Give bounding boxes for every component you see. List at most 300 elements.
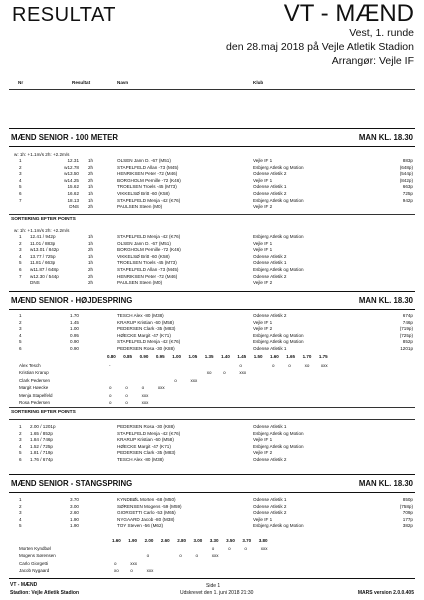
attempt-row [0,553,424,560]
athlete-name-cell: PEDERSEN Rosa -30 (K88) [117,346,175,351]
wind-info-100m: w: 1h: +1.1m/s 2h: +2.2m/s [14,152,70,157]
bar-height-label: 1.90 [128,538,138,543]
club-cell: Vejle IF 2 [253,450,273,456]
attempt-athlete-name: Kristian Krarup [19,370,49,376]
table-row [0,178,424,185]
points-cell: 709p [402,510,413,516]
document-right-title: VT - MÆND [283,0,414,27]
result-cell: 2.60 [70,510,79,516]
result-cell: 12.31 [67,158,79,163]
bar-height-label: 3.50 [226,538,235,543]
attempt-mark: xxx [157,385,165,391]
attempt-mark: o [109,392,112,398]
table-row [0,204,424,211]
table-row [0,346,424,353]
divider-100m-sort [9,214,415,215]
club-cell: Esbjerg Atletik og Motion [253,197,304,203]
rank-cell: 5 [19,260,22,266]
result-cell: 15.62 [67,184,79,190]
club-cell: Vejle IF 2 [253,280,273,286]
bar-height-label: 3.00 [193,538,203,543]
section-divider-hs-top [9,291,415,292]
rank-cell: 2 [19,240,22,246]
athlete-name-cell: PEDERSEN Rosa -30 (K88) [117,424,175,429]
result-cell: w12.78 [64,164,79,170]
athlete-name-cell: VIKKELSØ Britt -60 (K58) [117,191,170,196]
club-cell: Odense Atletik 2 [253,313,287,318]
rank-cell: 6 [19,191,22,196]
result-points-cell: DNS [30,280,40,286]
bar-height-label: 1.70 [302,354,312,359]
attempt-mark: o [146,553,150,559]
attempt-row [0,568,424,575]
athlete-name-cell: STAPELFELD Allan -73 (M45) [117,267,179,272]
bar-height-label: 2.00 [144,538,154,543]
club-cell: Odense Atletik 2 [253,510,287,516]
club-cell: Vejle IF 1 [253,240,273,246]
club-cell: Odense Atletik 1 [253,184,287,190]
rank-cell: 6 [19,267,22,272]
bar-height-label: 0.90 [139,354,149,359]
rank-cell: 2 [19,503,22,509]
attempt-mark: o [130,568,133,574]
bar-height-label: 1.00 [172,354,181,359]
table-row [0,165,424,172]
club-cell: Odense Atletik 2 [253,273,287,279]
rank-cell: 1 [19,424,22,429]
table-row [0,504,424,511]
points-cell: (842p) [399,177,413,183]
result-points-cell: 1.76 / 674p [30,457,53,462]
club-cell: Esbjerg Atletik og Motion [253,234,304,239]
club-cell: Vejle IF 2 [253,204,273,210]
document-left-title: RESULTAT [12,4,117,26]
points-cell: 663p [402,184,413,190]
result-points-cell: 1.52 / 725p [30,443,53,449]
bar-height-label: 1.45 [237,354,247,359]
points-cell: 1201p [400,346,413,351]
points-cell: 725p [402,191,413,196]
attempt-mark: o [174,377,177,383]
club-cell: Odense Atletik 1 [253,497,287,502]
athlete-name-cell: STAPELFELD Menja -42 (K76) [117,430,181,436]
rank-cell: 6 [19,346,22,351]
club-cell: Odense Atletik 2 [253,457,287,462]
attempt-mark: o [228,546,231,551]
result-points-cell: 1.81 / 719p [30,450,53,456]
bar-height-label: 3.70 [242,538,252,543]
heat-cell: 2h [88,177,94,183]
heat-cell: 2h [88,171,94,177]
col-header-result: Resultat [72,80,91,85]
athlete-name-cell: TOY Steven -56 (M62) [117,523,164,529]
result-cell: 0.95 [70,332,79,338]
sort-title-100m: SORTERING EFTER POINTS [11,217,76,222]
bar-height-label: 2.60 [160,538,170,543]
wind-info-100m-sort: w: 1h: +1.1m/s 2h: +2.2m/s [14,228,70,233]
heat-cell: 2h [88,273,94,279]
table-row [0,158,424,165]
club-cell: Esbjerg Atletik og Motion [253,164,304,170]
table-row [0,497,424,504]
attempt-row [0,370,424,377]
attempt-mark: xxx [260,546,268,551]
footer-printed: Udskrevet den 1. juni 2018 21:30 [180,590,254,596]
attempt-row [0,561,424,568]
rank-cell: 3 [19,247,22,253]
attempt-mark: - [109,363,111,368]
result-cell: 16.62 [67,191,79,196]
organizer-line: Arrangør: Vejle IF [331,55,414,67]
table-row [0,313,424,320]
result-points-cell: 2.00 / 1201p [30,424,56,429]
club-cell: Esbjerg Atletik og Motion [253,267,304,272]
rank-cell: 2 [19,430,22,436]
points-cell: 746p [402,319,413,325]
divider-hs-sort-bottom [9,419,415,420]
athlete-name-cell: STAPELFELD Menja -42 (K76) [117,197,181,203]
attempt-mark: o [109,385,112,391]
result-cell: 1.90 [70,516,79,522]
athlete-name-cell: TESCH Alex -80 (M38) [117,457,164,462]
table-row [0,457,424,464]
club-cell: Odense Atletik 1 [253,346,287,351]
rank-cell: 1 [19,158,22,163]
table-row [0,184,424,191]
attempt-mark: o [125,400,128,405]
points-cell: 942p [402,197,413,203]
points-cell: 852p [402,339,413,345]
attempt-mark: xxx [211,553,219,559]
bar-height-label: 1.60 [270,354,279,359]
rank-cell: 5 [19,339,22,345]
athlete-name-cell: STAPELFELD Menja -42 (K76) [117,234,181,239]
rank-cell: 7 [19,273,22,279]
bar-height-label: 0.85 [123,354,133,359]
athlete-name-cell: HØECKE Margit -47 (K71) [117,443,171,449]
attempt-mark: o [272,363,275,368]
attempt-mark: o [239,363,242,368]
athlete-name-cell: HØECKE Margit -47 (K71) [117,332,171,338]
athlete-name-cell: PEDERSEN Clark -35 (M83) [117,326,176,332]
table-row [0,510,424,517]
result-cell: 18.13 [67,197,79,203]
footer-version: MARS version 2.0.0.405 [357,590,414,596]
rank-cell: 5 [19,450,22,456]
points-cell: 674p [402,313,413,318]
bar-height-label: 0.95 [155,354,165,359]
footer-event: VT - MÆND [10,582,38,588]
rank-cell: 3 [19,437,22,443]
athlete-name-cell: HENRIKSEN Peter -72 (M46) [117,171,178,177]
attempt-mark: xo [206,370,212,376]
attempt-mark: o [109,400,112,405]
col-header-name: Navn [117,80,129,85]
result-points-cell: w11.87 / 648p [30,267,59,272]
rank-cell: 2 [19,164,22,170]
footer-page: Side 1 [206,583,221,589]
club-cell: Vejle IF 1 [253,158,273,163]
points-cell: 177p [402,516,413,522]
points-cell: 850p [402,497,413,502]
attempt-row [0,363,424,370]
attempt-mark: xo [114,568,119,574]
heat-cell: 1h [88,197,94,203]
attempt-mark: o [223,370,226,376]
heat-cell: 1h [88,191,94,196]
heat-cell: 1h [88,234,94,239]
result-cell: 1.45 [70,319,79,325]
result-points-cell: 13.77 / 725p [30,253,56,259]
club-cell: Esbjerg Atletik og Motion [253,339,304,345]
attempt-row [0,378,424,385]
club-cell: Odense Atletik 2 [253,503,287,509]
table-row [0,431,424,438]
rank-cell: 3 [19,326,22,332]
athlete-name-cell: TROELSEN Troels -45 (M73) [117,260,177,266]
attempt-mark: o [211,546,215,551]
rank-cell: 7 [19,197,22,203]
section-divider-sv-bottom [9,492,415,493]
section-title-sv: MÆND SENIOR - STANGSPRING [11,479,133,488]
athlete-name-cell: OLSEN Jann D. -67 (M51) [117,240,171,246]
rank-cell: 5 [19,184,22,190]
attempt-mark: xxx [130,560,138,566]
section-time-sv: MAN KL. 18.30 [358,479,413,488]
result-points-cell: w12.30 / 544p [30,273,59,279]
athlete-name-cell: NYGAARD Jacob -80 (M38) [117,516,175,522]
athlete-name-cell: BORGHOLM Pernille -72 (K46) [117,177,181,183]
result-points-cell: 1.84 / 746p [30,437,53,443]
attempt-mark: o [244,546,247,551]
rank-cell: 4 [19,332,22,338]
col-header-nr: Nr [18,80,24,85]
result-cell: 1.90 [70,523,79,529]
result-cell: 3.00 [70,503,79,509]
attempt-mark: o [141,385,145,391]
club-cell: Vejle IF 1 [253,437,273,443]
bar-height-label: 1.40 [221,354,230,359]
attempt-mark: xxx [239,370,247,376]
attempt-athlete-name: Mogens Sørensen [19,553,56,559]
rank-cell: 1 [19,234,22,239]
club-cell: Odense Atletik 1 [253,424,287,429]
bar-height-label: 1.35 [204,354,214,359]
athlete-name-cell: STAPELFELD Menja -42 (K76) [117,339,181,345]
rank-cell: 5 [19,523,22,529]
points-cell: 883p [402,158,413,163]
bar-height-label: 1.65 [286,354,296,359]
athlete-name-cell: PAULSEN Steen (M0) [117,204,163,210]
section-divider-hs-bottom [9,309,415,310]
bar-height-label: 1.50 [253,354,263,359]
divider-hs-sort [9,407,415,408]
club-cell: Esbjerg Atletik og Motion [253,430,304,436]
bar-height-label: 3.30 [209,538,219,543]
result-cell: 3.70 [70,497,79,502]
result-points-cell: 1.65 / 852p [30,430,53,436]
athlete-name-cell: VIKKELSØ Britt -60 (K58) [117,253,170,259]
attempt-mark: xxx [141,392,149,398]
attempt-athlete-name: Morten Kyndbøl [19,546,51,551]
footer-divider [9,578,415,579]
points-cell: (648p) [399,164,413,170]
rank-cell: 4 [19,253,22,259]
sort-title-hs: SORTERING EFTER POINTS [11,410,76,415]
points-cell: (725p) [399,332,413,338]
col-header-club: Klub [253,80,264,85]
round-line: Vest, 1. runde [349,27,414,39]
section-divider-100m-bottom [9,146,415,147]
table-row [0,523,424,530]
club-cell: Esbjerg Atletik og Motion [253,332,304,338]
table-row [0,326,424,333]
attempt-mark: xxx [190,377,198,383]
table-row [0,444,424,451]
table-row [0,234,424,241]
attempt-mark: o [179,553,182,559]
attempt-mark: xo [304,363,310,368]
heat-cell: 1h [88,158,94,163]
attempt-mark: xxx [320,363,328,368]
athlete-name-cell: HENRIKSEN Peter -72 (M46) [117,273,178,279]
athlete-name-cell: BORGHOLM Pernille -72 (K46) [117,247,181,253]
result-cell: 1.00 [70,326,79,332]
athlete-name-cell: PAULSEN Steen (M0) [117,280,163,286]
result-cell: DNS [69,204,79,210]
result-cell: w14.25 [64,177,79,183]
club-cell: Odense Atletik 2 [253,171,287,177]
heat-cell: 1h [88,260,94,266]
attempt-mark: o [125,392,128,398]
heat-cell: 1h [88,240,94,246]
attempt-mark: o [125,385,128,391]
table-row [0,241,424,248]
attempt-mark: o [114,560,117,566]
table-row [0,260,424,267]
rank-cell: 4 [19,516,22,522]
date-venue-line: den 28.maj 2018 på Vejle Atletik Stadion [226,41,414,53]
heat-cell: 2h [88,204,94,210]
club-cell: Esbjerg Atletik og Motion [253,443,304,449]
heat-cell: 1h [88,184,94,190]
table-row [0,198,424,205]
rank-cell: 1 [19,497,22,502]
attempt-mark: xxx [146,568,154,574]
athlete-name-cell: PEDERSEN Clark -35 (M83) [117,450,176,456]
bar-height-label: 3.80 [258,538,268,543]
athlete-name-cell: SØRENSEN Mogens -59 (M59) [117,503,182,509]
club-cell: Vejle IF 1 [253,247,273,253]
section-divider-sv-top [9,474,415,475]
club-cell: Odense Atletik 1 [253,260,287,266]
rank-cell: 3 [19,171,22,177]
attempt-athlete-name: Alex Tesch [19,363,41,368]
attempt-athlete-name: Jacob Nygaard [19,568,50,574]
bar-height-label: 2.80 [177,538,186,543]
club-cell: Vejle IF 1 [253,177,273,183]
section-title-100m: MÆND SENIOR - 100 METER [11,133,119,142]
rank-cell: 1 [19,313,22,318]
attempt-row [0,393,424,400]
rank-cell: 2 [19,319,22,325]
points-cell: 382p [402,523,413,529]
heat-cell: 1h [88,253,94,259]
attempt-athlete-name: Margit Høecke [19,385,49,391]
table-row [0,254,424,261]
athlete-name-cell: GIORGETTI Carlo -53 (M65) [117,510,176,516]
attempt-mark: o [195,553,199,559]
bar-height-label: 1.05 [188,354,198,359]
header-divider [9,89,415,90]
attempt-athlete-name: Carlo Giorgetti [19,560,49,566]
section-time-100m: MAN KL. 18.30 [358,133,413,142]
heat-cell: 2h [88,267,94,272]
footer-stadium: Stadion: Vejle Atletik Stadion [10,590,79,596]
table-row [0,171,424,178]
club-cell: Vejle IF 2 [253,326,273,332]
club-cell: Esbjerg Atletik og Motion [253,523,304,529]
table-row [0,274,424,281]
attempt-row [0,400,424,407]
points-cell: (544p) [399,171,413,177]
rank-cell: 4 [19,177,22,183]
attempt-athlete-name: Menja Stapelfeld [19,392,53,398]
table-row [0,191,424,198]
athlete-name-cell: TESCH Alex -80 (M38) [117,313,164,318]
result-cell: 1.70 [70,313,79,318]
points-cell: (719p) [399,326,413,332]
rank-cell: 3 [19,510,22,516]
table-row [0,333,424,340]
athlete-name-cell: KYNDBØL Morten -68 (M50) [117,497,176,502]
table-row [0,450,424,457]
result-points-cell: 12.41 / 942p [30,234,56,239]
attempt-athlete-name: Rosa Pedersen [19,400,51,405]
section-title-hs: MÆND SENIOR - HØJDESPRING [11,296,133,305]
heat-cell: 2h [88,247,94,253]
bar-height-label: 0.80 [107,354,116,359]
attempt-mark: xxx [141,400,149,405]
club-cell: Odense Atletik 2 [253,191,287,196]
table-row [0,247,424,254]
section-divider-100m-top [9,128,415,129]
result-points-cell: 11.01 / 883p [30,240,56,246]
athlete-name-cell: TROELSEN Troels -45 (M73) [117,184,177,190]
result-cell: w13.50 [64,171,79,177]
club-cell: Vejle IF 1 [253,516,273,522]
attempt-mark: o [288,363,291,368]
section-time-hs: MAN KL. 18.30 [358,296,413,305]
athlete-name-cell: OLSEN Jann D. -67 (M51) [117,158,171,163]
rank-cell: 4 [19,443,22,449]
table-row [0,320,424,327]
athlete-name-cell: KRARUP Kristian -60 (M58) [117,319,174,325]
bar-height-label: 1.60 [112,538,121,543]
bar-height-label: 1.75 [318,354,328,359]
result-points-cell: 11.81 / 663p [30,260,56,266]
points-cell: (758p) [399,503,413,509]
attempt-row [0,546,424,553]
result-cell: 0.90 [70,339,79,345]
heat-cell: 2h [88,280,94,286]
athlete-name-cell: STAPELFELD Allan -73 (M45) [117,164,179,170]
table-row [0,339,424,346]
heat-cell: 2h [88,164,94,170]
attempt-athlete-name: Clark Pedersen [19,377,51,383]
table-row [0,517,424,524]
table-row [0,280,424,287]
